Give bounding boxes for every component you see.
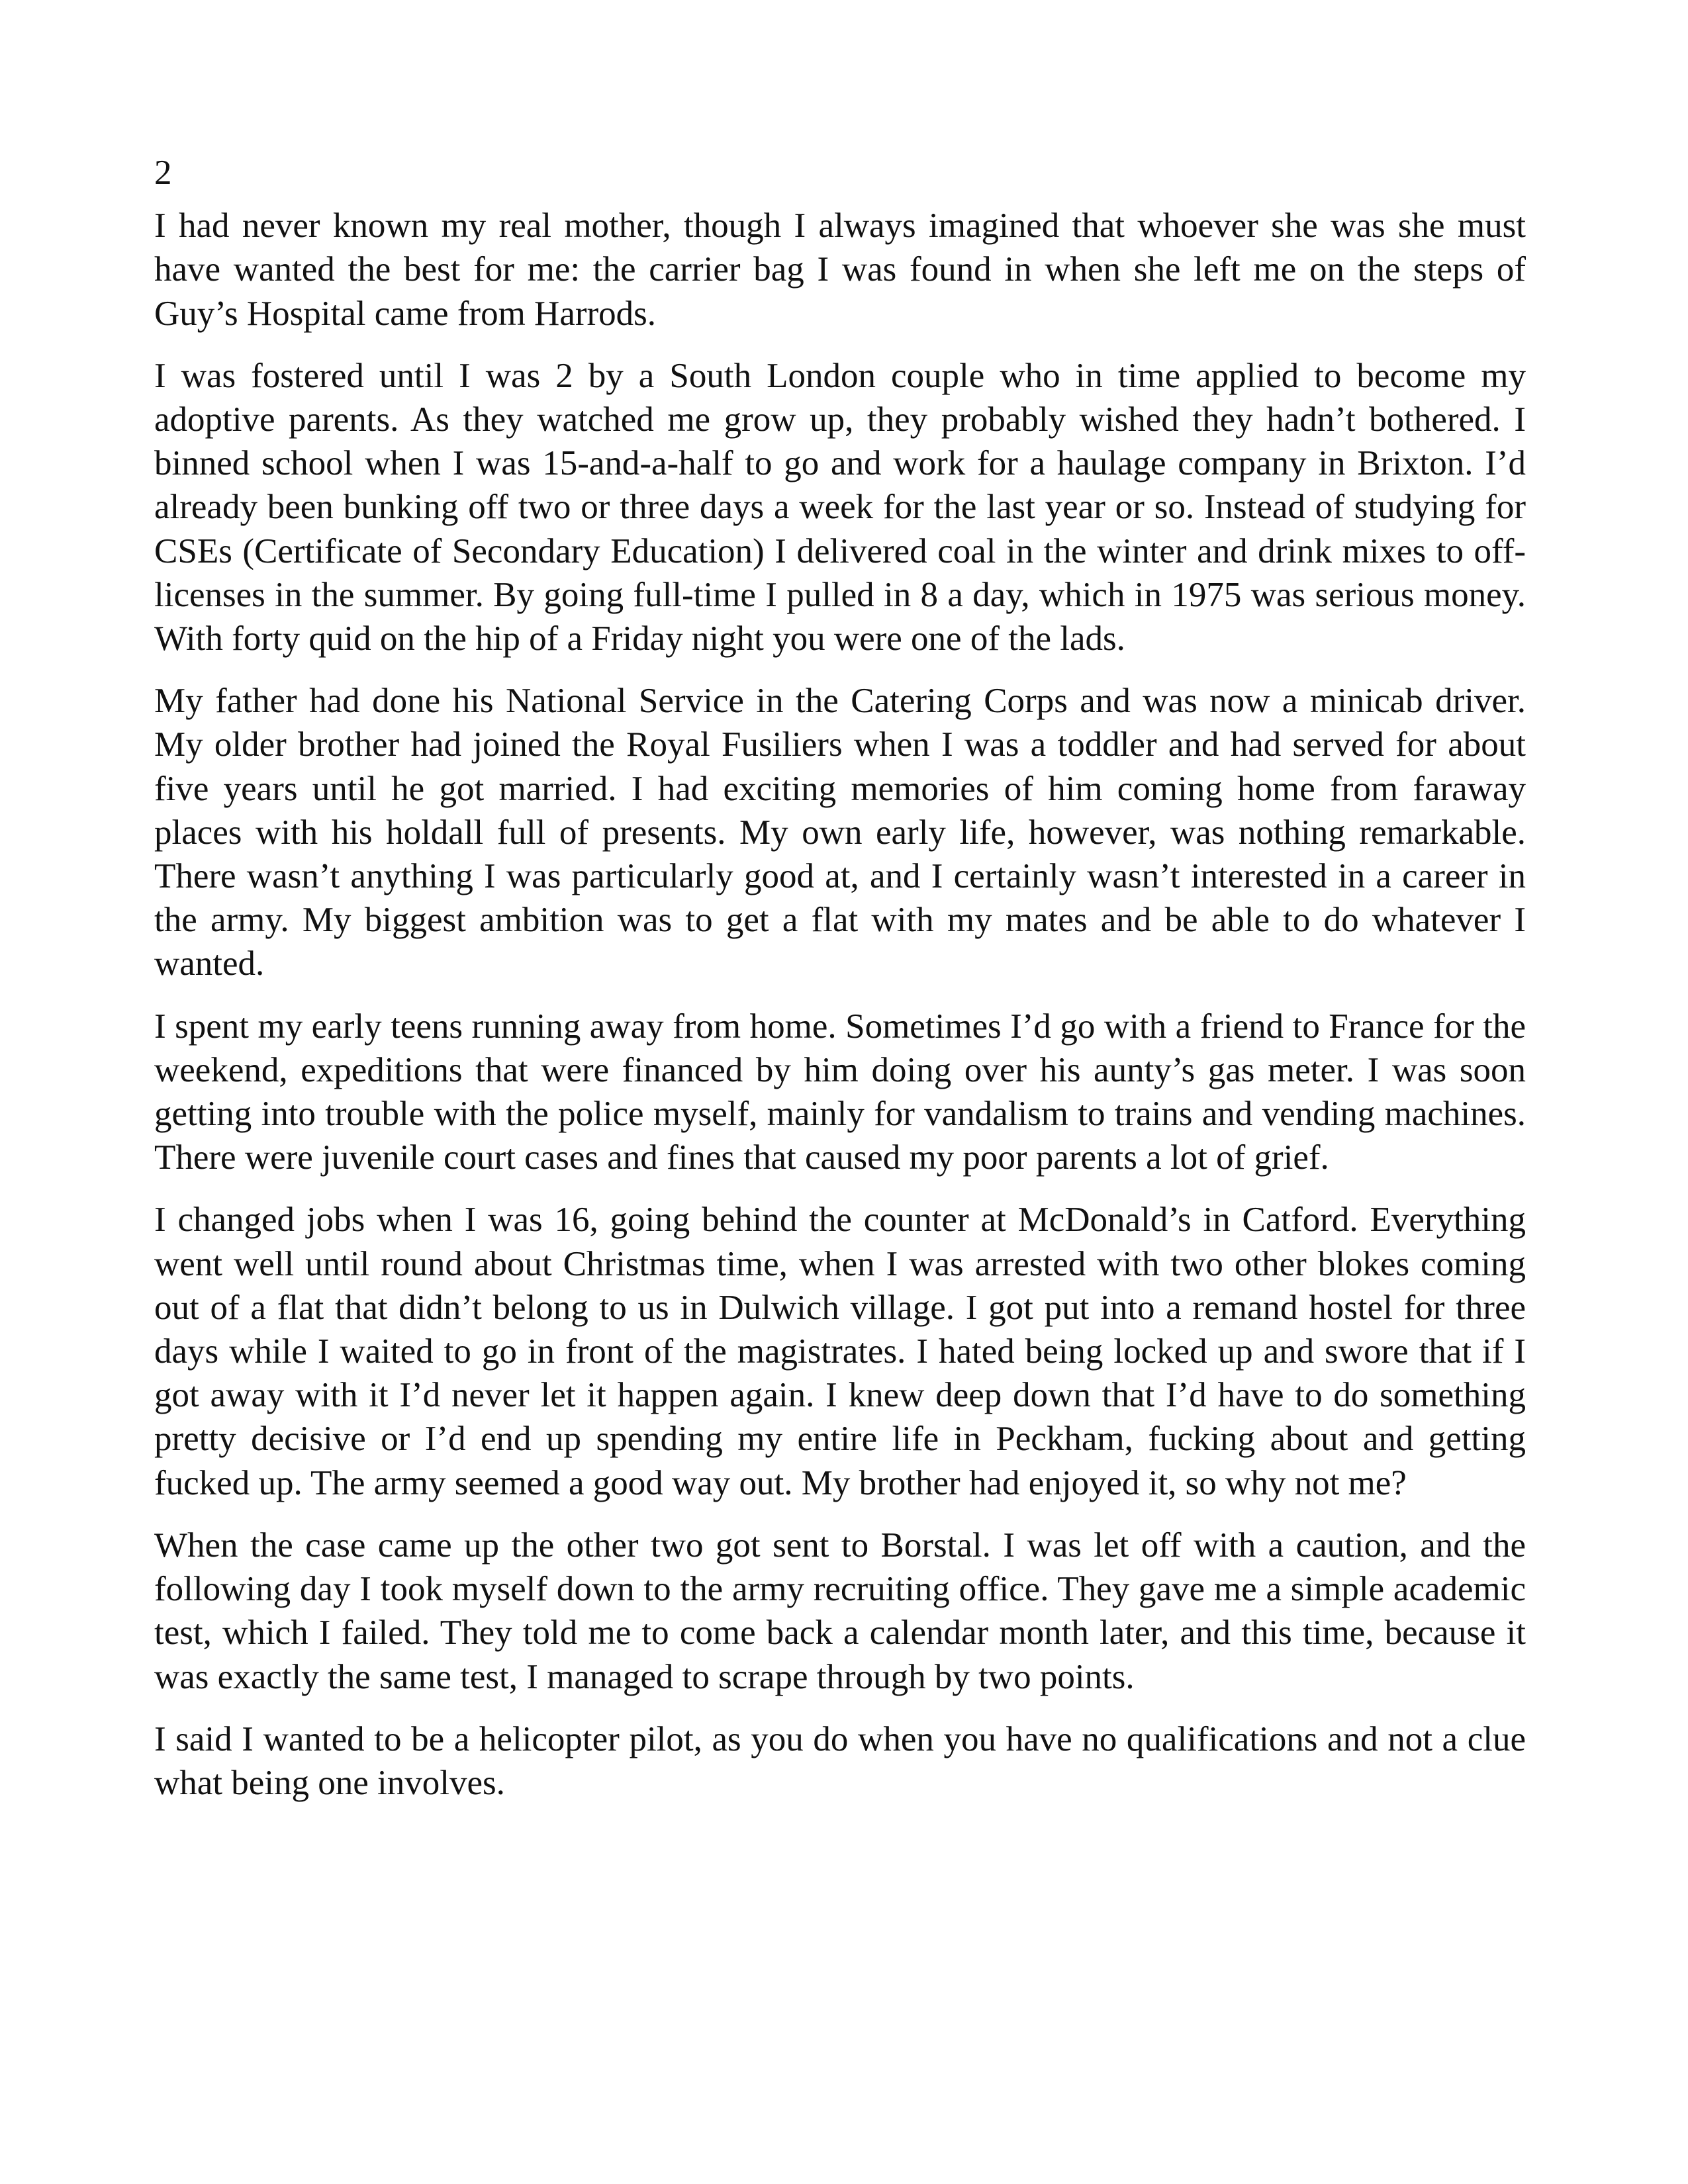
paragraph-4: I spent my early teens running away from home. Sometimes I’d go with a friend to France for the weekend, expeditions that were financed by him doing over his aunty’s gas meter. I was soon getting into trouble with the police myself, mainly for vandalism to trains and vending machines. There were juvenile court cases and fines that caused my poor parents a lot of grief. bbox=[154, 1007, 1526, 1177]
paragraph-3: My father had done his National Service in the Catering Corps and was now a minicab driver. My older brother had joined the Royal Fusiliers when I was a toddler and had served for about five years until he got married. I had exciting memories of him coming home from faraway places with his holdall full of presents. My own early life, however, was nothing remarkable. There wasn’t anything I was particularly good at, and I certainly wasn’t interested in a career in the army. My biggest ambition was to get a flat with my mates and be able to do whatever I wanted. bbox=[154, 682, 1526, 983]
paragraph-5: I changed jobs when I was 16, going behind the counter at McDonald’s in Catford. Everything went well until round about Christmas time, when I was arrested with two other blokes coming out of a flat that didn’t belong to us in Dulwich village. I got put into a remand hostel for three days while I waited to go in front of the magistrates. I hated being locked up and swore that if I got away with it I’d never let it happen again. I knew deep down that I’d have to do something pretty decisive or I’d end up spending my entire life in Peckham, fucking about and getting fucked up. The army seemed a good way out. My brother had enjoyed it, so why not me? bbox=[154, 1201, 1526, 1502]
page-number: 2 bbox=[154, 154, 172, 192]
paragraph-2: I was fostered until I was 2 by a South London couple who in time applied to become my adoptive parents. As they watched me grow up, they probably wished they hadn’t bothered. I binned school when I was 15-and-a-half to go and work for a haulage company in Brixton. I’d already been bunking off two or three days a week for the last year or so. Instead of studying for CSEs (Certificate of Secondary Education) I delivered coal in the winter and drink mixes to off-licenses in the summer. By going full-time I pulled in 8 a day, which in 1975 was serious money. With forty quid on the hip of a Friday night you were one of the lads. bbox=[154, 356, 1526, 659]
document-page bbox=[154, 151, 1526, 1805]
paragraph-6: When the case came up the other two got sent to Borstal. I was let off with a caution, and the following day I took myself down to the army recruiting office. They gave me a simple academic test, which I failed. They told me to come back a calendar month later, and this time, because it was exactly the same test, I managed to scrape through by two points. bbox=[154, 1525, 1526, 1696]
paragraph-1: I had never known my real mother, though I always imagined that whoever she was she must have wanted the best for me: the carrier bag I was found in when she left me on the steps of Guy’s Hospital came from Harrods. bbox=[154, 206, 1526, 333]
paragraph-7: I said I wanted to be a helicopter pilot, as you do when you have no qualifications and not a clue what being one involves. bbox=[154, 1719, 1526, 1802]
